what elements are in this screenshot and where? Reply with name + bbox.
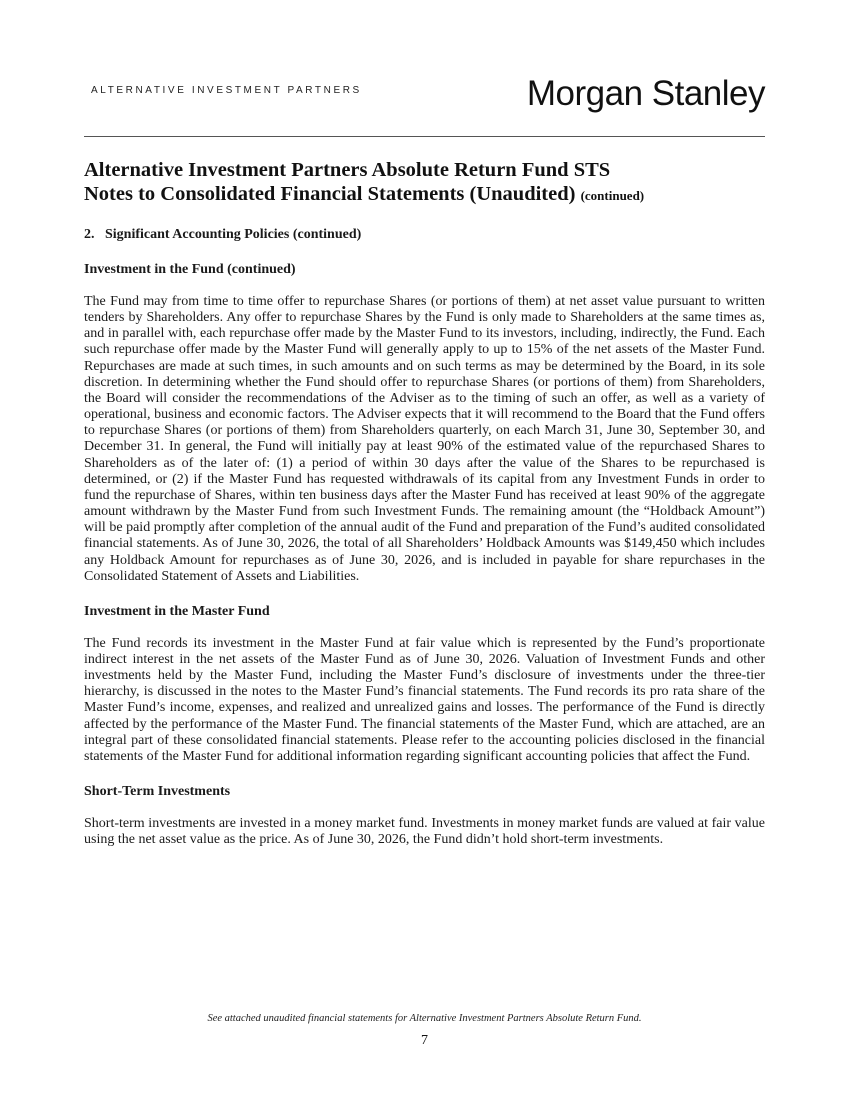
page-number: 7 bbox=[421, 1033, 428, 1048]
section-heading: 2. Significant Accounting Policies (continued) bbox=[84, 227, 362, 242]
header-divider bbox=[84, 136, 765, 137]
paragraph-short-term-investments: Short-term investments are invested in a money market fund. Investments in money market funds are valued at fair value using the net asset value as the price. As of June 30, 2026, the Fund didn’t hold short-term investments. bbox=[84, 816, 765, 848]
footer-note: See attached unaudited financial statements for Alternative Investment Partners Absolute Return Fund. bbox=[207, 1013, 642, 1024]
subsection-heading-investment-in-fund: Investment in the Fund (continued) bbox=[84, 262, 296, 277]
paragraph-investment-in-fund: The Fund may from time to time offer to repurchase Shares (or portions of them) at net asset value pursuant to written tenders by Shareholders. Any offer to repurchase Shares by the Fund is only made to Shareholders at the same times as, and in parallel with, each repurchase offer made by the Master Fund to its investors, including, indirectly, the Fund. Each such repurchase offer made by the Master Fund will generally apply to up to 15% of the net assets of the Master Fund. Repurchases are made at such times, in such amounts and on such terms as may be determined by the Board, in its sole discretion. In determining whether the Fund should offer to repurchase Shares (or portions of them) from Shareholders, the Board will consider the recommendations of the Adviser as to the timing of such an offer, as well as a variety of operational, business and economic factors. The Adviser expects that it will recommend to the Board that the Fund offers to repurchase Shares (or portions of them) from Shareholders quarterly, on each March 31, June 30, September 30, and December 31. In general, the Fund will initially pay at least 90% of the estimated value of the repurchased Shares to Shareholders as of the later of: (1) a period of within 30 days after the value of the Shares to be repurchased is determined, or (2) if the Master Fund has requested withdrawals of its capital from any Investment Funds in order to fund the repurchase of Shares, within ten business days after the Master Fund has received at least 90% of the aggregate amount withdrawn by the Master Fund from such Investment Funds. The remaining amount (the “Holdback Amount”) will be paid promptly after completion of the annual audit of the Fund and preparation of the Fund’s audited consolidated financial statements. As of June 30, 2026, the total of all Shareholders’ Holdback Amounts was $149,450 which includes any Holdback Amount for repurchases as of June 30, 2026, and is included in payable for share repurchases in the Consolidated Statement of Assets and Liabilities. bbox=[84, 294, 765, 584]
main-content bbox=[84, 158, 765, 848]
morgan-stanley-logo: Morgan Stanley bbox=[526, 74, 765, 113]
subsection-heading-investment-in-master-fund: Investment in the Master Fund bbox=[84, 603, 270, 619]
subsection-heading-short-term-investments: Short-Term Investments bbox=[84, 784, 231, 800]
header-firm-name: ALTERNATIVE INVESTMENT PARTNERS bbox=[91, 85, 362, 96]
paragraph-investment-in-master-fund: The Fund records its investment in the Master Fund at fair value which is represented by the Fund’s proportionate indirect interest in the net assets of the Master Fund as of June 30, 2026. Valuation of Investment Funds and other investments held by the Master Fund, including the Master Fund’s disclosure of investments under the three-tier hierarchy, is discussed in the notes to the Master Fund’s financial statements. The Fund records its pro rata share of the Master Fund’s income, expenses, and realized and unrealized gains and losses. The performance of the Fund is directly affected by the performance of the Master Fund. The financial statements of the Master Fund, which are attached, are an integral part of these consolidated financial statements. Please refer to the accounting policies disclosed in the financial statements of the Master Fund for additional information regarding significant accounting policies that affect the Fund. bbox=[84, 635, 765, 764]
document-title bbox=[84, 158, 765, 208]
title-line-1: Alternative Investment Partners Absolute Return Fund STS bbox=[84, 159, 611, 181]
title-line-2: Notes to Consolidated Financial Statements (Unaudited) bbox=[84, 183, 576, 205]
title-continued-suffix: (continued) bbox=[580, 188, 645, 203]
